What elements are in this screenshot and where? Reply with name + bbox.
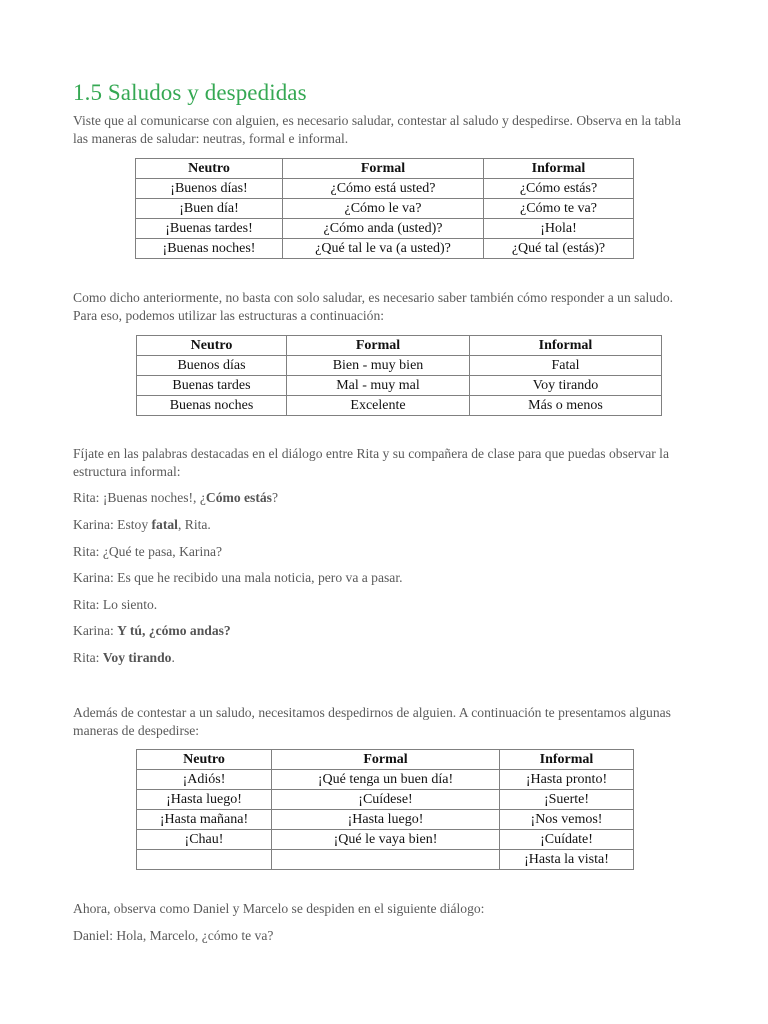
table-cell [272,850,500,870]
table-row [136,239,634,259]
dialogue-line [73,489,278,507]
table-cell: ¡Hasta mañana! [137,810,272,830]
table-row [136,199,634,219]
dialogue-highlight: Voy tirando [102,650,172,665]
table-cell: ¡Hasta luego! [272,810,500,830]
table-cell: ¡Nos vemos! [500,810,634,830]
table-row [137,770,634,790]
table-header: Neutro [137,336,287,356]
table-header: Formal [287,336,470,356]
dialogue-text: Rita: [73,650,103,665]
table-cell: ¿Cómo estás? [484,179,634,199]
table-row [137,376,662,396]
table-cell: Voy tirando [470,376,662,396]
table-cell: ¡Buenos días! [136,179,283,199]
table-header-row [136,159,634,179]
dialogue-highlight: Y tú, ¿cómo andas? [117,623,231,638]
dialogue-line [73,543,222,561]
table-row [137,810,634,830]
table-cell: ¡Hasta luego! [137,790,272,810]
dialogue-intro-paragraph: Fíjate en las palabras destacadas en el diálogo entre Rita y su compañera de clase para que puedas observar la estructura informal: [73,446,669,479]
table-header: Formal [283,159,484,179]
table-cell: ¿Qué tal le va (a usted)? [283,239,484,259]
dialogue-highlight: Cómo estás [205,490,272,505]
dialogue-line [73,569,403,587]
dialogue-line [73,596,157,614]
table-cell: ¡Buen día! [136,199,283,219]
dialogue-line [73,516,211,534]
table-cell: Fatal [470,356,662,376]
table-header-row [137,750,634,770]
table-cell: Bien - muy bien [287,356,470,376]
table-cell: Más o menos [470,396,662,416]
dialogue-text: , Rita. [177,517,211,532]
table-cell: ¡Hasta la vista! [500,850,634,870]
table-row [137,830,634,850]
dialogue-line [73,649,175,667]
table-cell [137,850,272,870]
table-cell: Buenos días [137,356,287,376]
table-cell: ¿Cómo está usted? [283,179,484,199]
table-row [137,396,662,416]
table-cell: ¡Buenas noches! [136,239,283,259]
table-cell: ¡Qué tenga un buen día! [272,770,500,790]
table-header: Informal [500,750,634,770]
dialogue-line: Daniel: Hola, Marcelo, ¿cómo te va? [73,928,274,943]
table-cell: ¡Buenas tardes! [136,219,283,239]
dialogue-line [73,622,231,640]
table-header: Informal [484,159,634,179]
table-header: Formal [272,750,500,770]
responses-paragraph: Como dicho anteriormente, no basta con solo saludar, es necesario saber también cómo responder a un saludo. Para eso, podemos utilizar las estructuras a continuación: [73,290,674,323]
section-title: 1.5 Saludos y despedidas [73,80,307,105]
dialogue-highlight: fatal [151,517,178,532]
responses-table [136,335,662,416]
table-cell: Excelente [287,396,470,416]
farewells-paragraph: Además de contestar a un saludo, necesitamos despedirnos de alguien. A continuación te presentamos algunas maneras de despedirse: [73,705,671,738]
table-cell: ¿Cómo anda (usted)? [283,219,484,239]
table-row [136,179,634,199]
table-row [137,850,634,870]
greetings-table [135,158,634,259]
table-cell: ¡Hola! [484,219,634,239]
dialogue-text: Karina: Es que he recibido una mala noticia, pero va a pasar. [73,570,403,585]
table-cell: ¿Cómo te va? [484,199,634,219]
intro-paragraph: Viste que al comunicarse con alguien, es necesario saludar, contestar al saludo y despedirse. Observa en la tabla las maneras de saludar: neutras, formal e informal. [73,113,681,146]
dialogue-text: ? [271,490,279,505]
table-cell: ¿Cómo le va? [283,199,484,219]
table-cell: ¡Hasta pronto! [500,770,634,790]
dialogue-text: Rita: ¡Buenas noches!, ¿ [73,490,206,505]
table-cell: ¡Chau! [137,830,272,850]
table-header: Neutro [136,159,283,179]
dialogue-text: Karina: Estoy [73,517,152,532]
table-row [137,356,662,376]
table-cell: ¡Cuídese! [272,790,500,810]
table-header: Neutro [137,750,272,770]
dialogue-text: Rita: ¿Qué te pasa, Karina? [73,544,223,559]
table-header-row [137,336,662,356]
table-cell: ¡Suerte! [500,790,634,810]
table-cell: ¡Cuídate! [500,830,634,850]
table-row [136,219,634,239]
farewells-table [136,749,634,870]
dialogue-text: Rita: Lo siento. [73,597,158,612]
table-cell: Mal - muy mal [287,376,470,396]
table-row [137,790,634,810]
table-cell: ¿Qué tal (estás)? [484,239,634,259]
table-cell: ¡Adiós! [137,770,272,790]
dialogue-text: Karina: [73,623,118,638]
table-header: Informal [470,336,662,356]
table-cell: Buenas tardes [137,376,287,396]
closing-paragraph: Ahora, observa como Daniel y Marcelo se despiden en el siguiente diálogo: [73,901,485,916]
table-cell: ¡Qué le vaya bien! [272,830,500,850]
dialogue-text: . [171,650,175,665]
table-cell: Buenas noches [137,396,287,416]
